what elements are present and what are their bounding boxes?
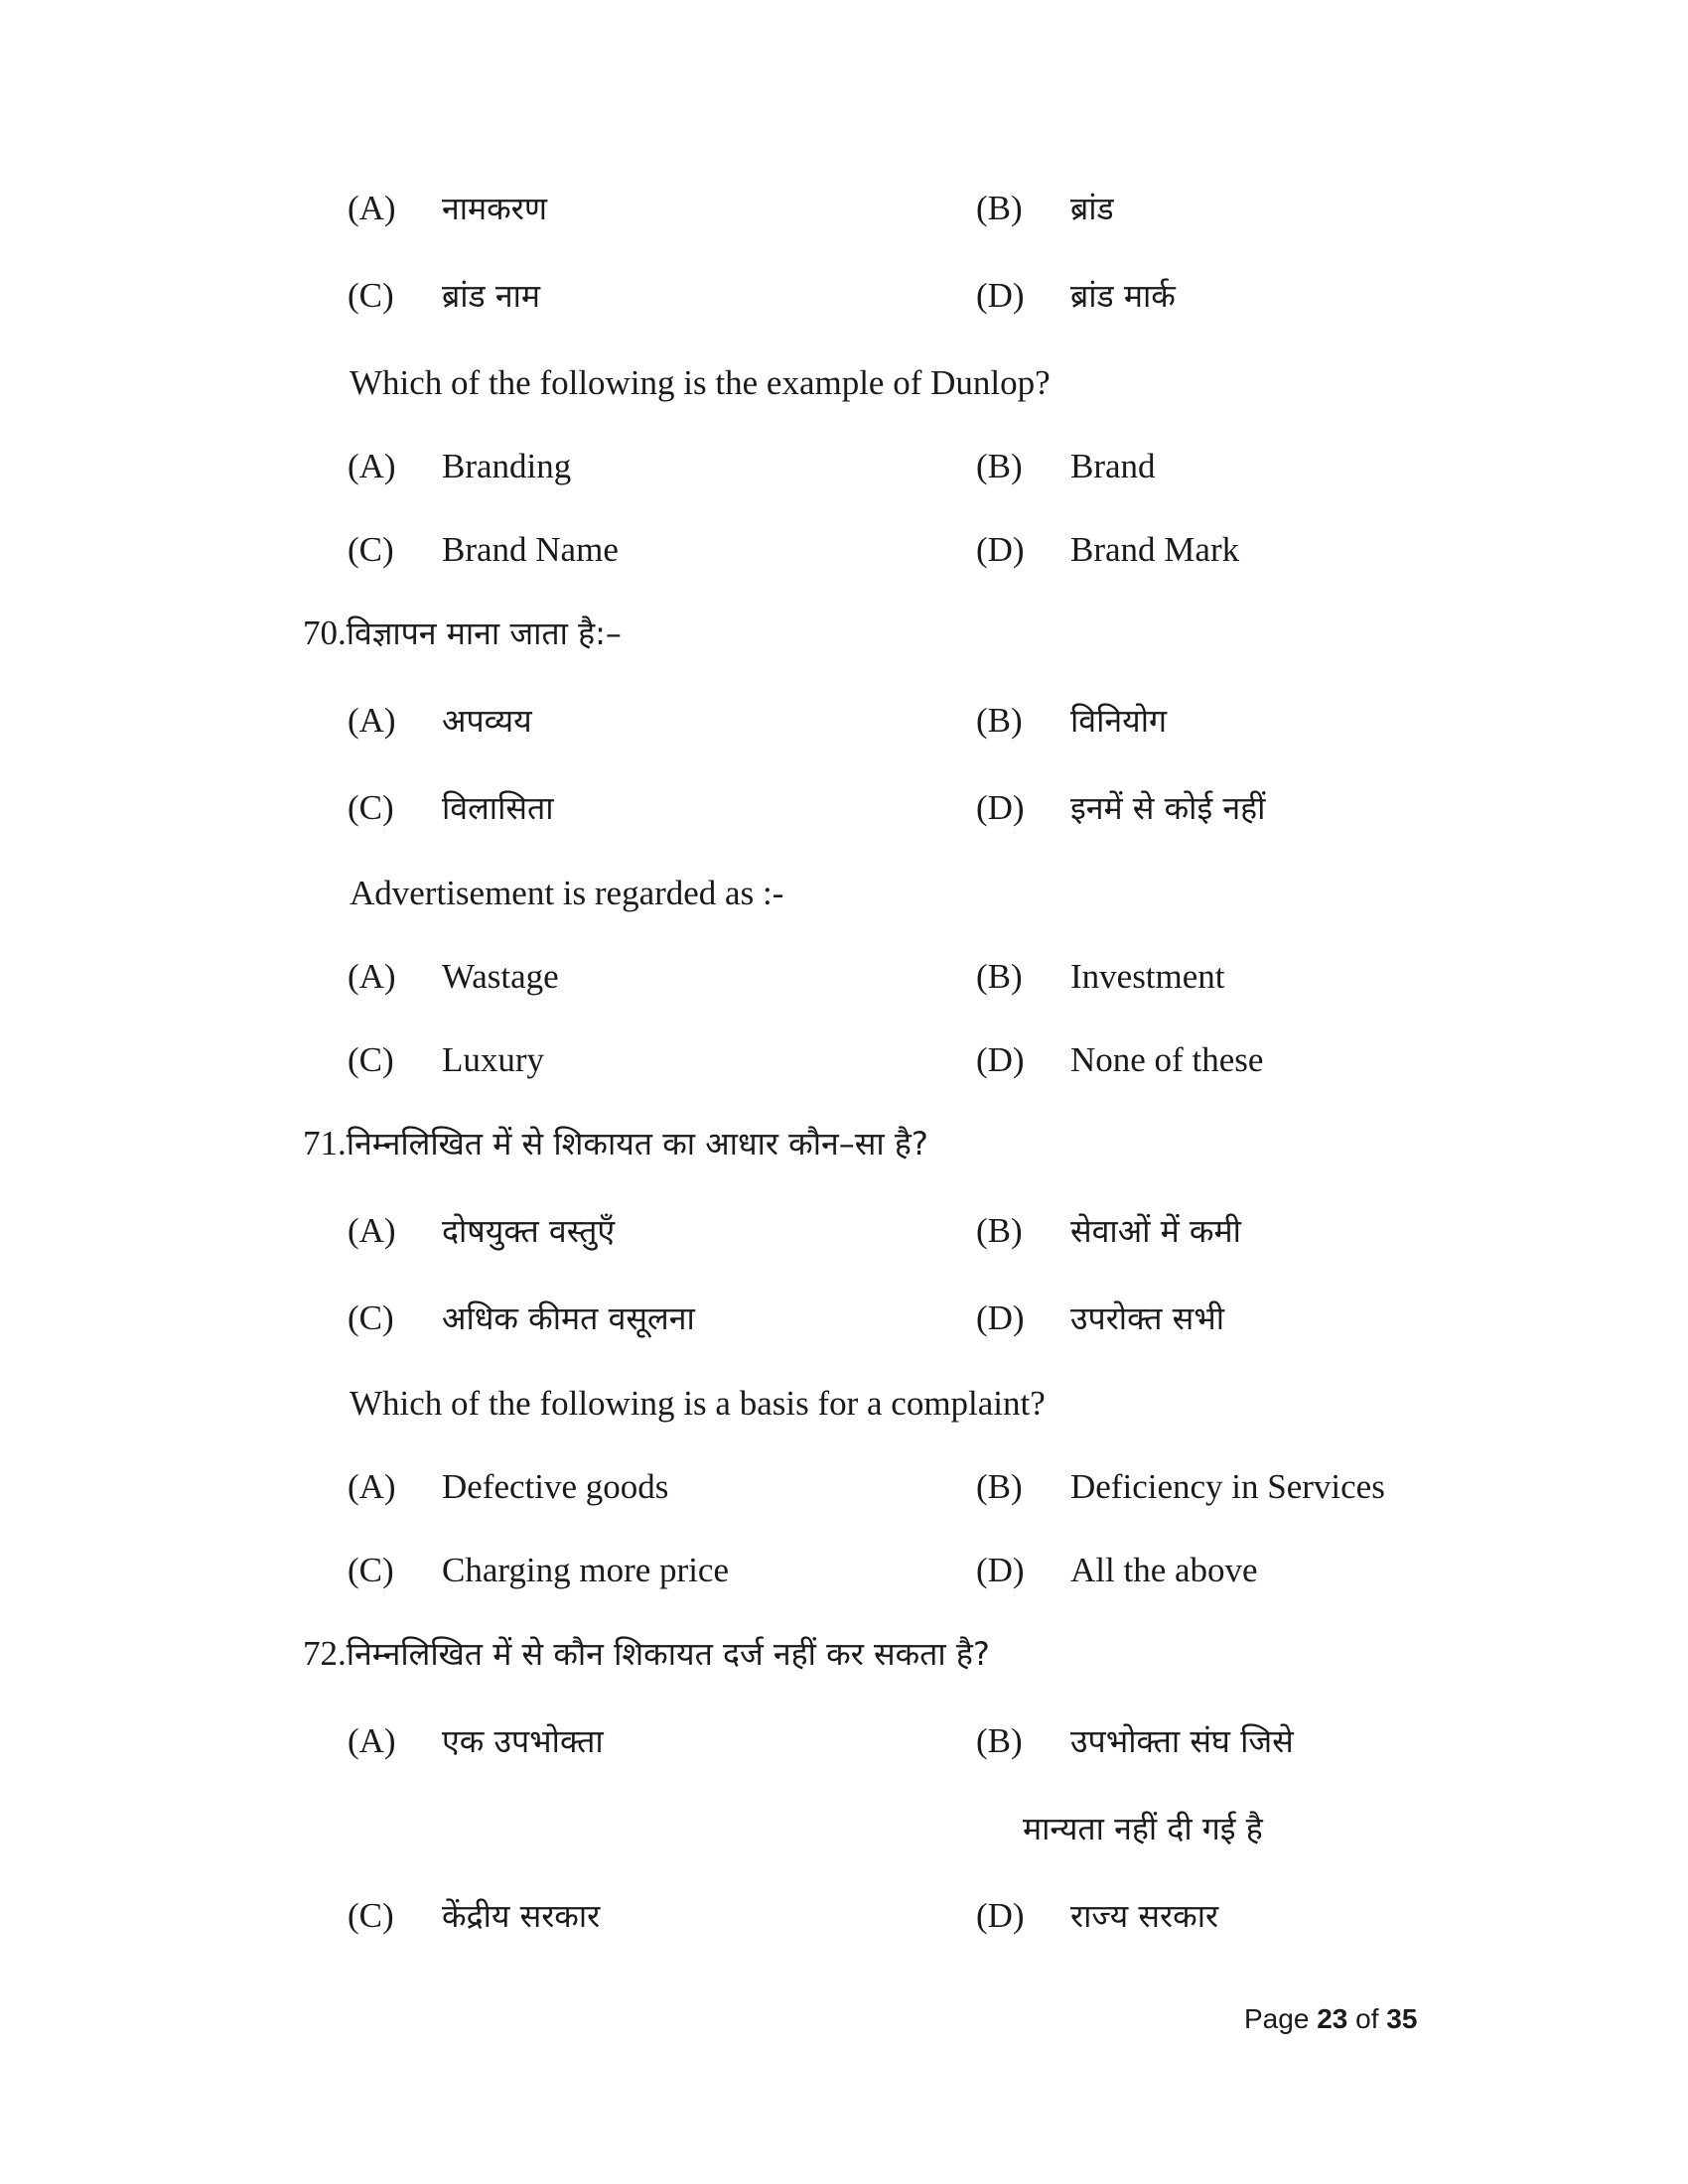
option-text: Deficiency in Services <box>1070 1467 1385 1506</box>
option-letter: (D) <box>976 1896 1025 1935</box>
option-letter: (D) <box>976 1298 1025 1337</box>
option-letter: (B) <box>976 1467 1023 1506</box>
option-text: सेवाओं में कमी <box>1070 1212 1241 1250</box>
question-text: निम्नलिखित में से शिकायत का आधार कौन–सा है? <box>346 1125 928 1162</box>
question-number: 70.विज्ञापन माना जाता है:– <box>303 614 622 652</box>
option-text: एक उपभोक्ता <box>442 1722 604 1760</box>
option-letter: (B) <box>976 189 1023 227</box>
option-letter: (B) <box>976 447 1023 485</box>
page-number: Page 23 of 35 <box>1244 2003 1418 2034</box>
option-letter: (B) <box>976 701 1023 740</box>
option-text: ब्रांड नाम <box>442 277 541 315</box>
option-letter: (A) <box>348 447 396 485</box>
option-letter: (D) <box>976 530 1025 569</box>
option-letter: (C) <box>348 788 394 827</box>
option-letter: (D) <box>976 1551 1025 1589</box>
question-text: Advertisement is regarded as :- <box>350 874 784 912</box>
option-text: Brand Mark <box>1070 530 1240 569</box>
option-letter: (C) <box>348 530 394 569</box>
option-letter: (A) <box>348 1211 396 1250</box>
option-text: Investment <box>1070 957 1225 996</box>
option-text: Wastage <box>442 957 559 996</box>
option-letter: (C) <box>348 1896 394 1935</box>
option-text: उपभोक्ता संघ जिसे <box>1070 1722 1294 1760</box>
current-page: 23 <box>1317 2003 1348 2034</box>
option-text: All the above <box>1070 1551 1258 1589</box>
option-text: Luxury <box>442 1040 545 1079</box>
question-text: Which of the following is a basis for a complaint? <box>350 1384 1046 1423</box>
option-letter: (B) <box>976 1211 1023 1250</box>
option-text: अधिक कीमत वसूलना <box>442 1299 695 1337</box>
option-letter: (C) <box>348 1298 394 1337</box>
total-pages: 35 <box>1386 2003 1418 2034</box>
question-number: 71.निम्नलिखित में से शिकायत का आधार कौन–सा है? <box>303 1124 928 1162</box>
option-letter: (A) <box>348 189 396 227</box>
question-text: विज्ञापन माना जाता है:– <box>346 614 622 652</box>
option-text-continuation: मान्यता नहीं दी गई है <box>1023 1810 1263 1847</box>
option-text: इनमें से कोई नहीं <box>1070 789 1266 827</box>
option-letter: (D) <box>976 1040 1025 1079</box>
option-letter: (B) <box>976 957 1023 996</box>
option-letter: (A) <box>348 1721 396 1760</box>
option-text: नामकरण <box>442 190 547 227</box>
option-text: अपव्यय <box>442 702 532 740</box>
option-text: None of these <box>1070 1040 1264 1079</box>
question-text: निम्नलिखित में से कौन शिकायत दर्ज नहीं कर सकता है? <box>346 1635 990 1673</box>
option-text: राज्य सरकार <box>1070 1897 1219 1935</box>
option-letter: (A) <box>348 957 396 996</box>
option-letter: (B) <box>976 1721 1023 1760</box>
option-letter: (D) <box>976 276 1025 315</box>
option-text: Brand <box>1070 447 1156 485</box>
option-letter: (C) <box>348 1040 394 1079</box>
option-letter: (D) <box>976 788 1025 827</box>
option-letter: (C) <box>348 276 394 315</box>
option-text: Brand Name <box>442 530 619 569</box>
option-text: विलासिता <box>442 789 554 827</box>
question-text: Which of the following is the example of Dunlop? <box>350 363 1051 402</box>
option-text: Charging more price <box>442 1551 729 1589</box>
option-letter: (A) <box>348 1467 396 1506</box>
option-text: Branding <box>442 447 572 485</box>
option-text: दोषयुक्त वस्तुएँ <box>442 1212 616 1250</box>
option-text: विनियोग <box>1070 702 1167 740</box>
option-text: उपरोक्त सभी <box>1070 1299 1225 1337</box>
option-letter: (C) <box>348 1551 394 1589</box>
option-text: ब्रांड मार्क <box>1070 277 1176 315</box>
option-text: केंद्रीय सरकार <box>442 1897 601 1935</box>
question-number: 72.निम्नलिखित में से कौन शिकायत दर्ज नहीं कर सकता है? <box>303 1634 990 1673</box>
option-text: Defective goods <box>442 1467 669 1506</box>
option-text: ब्रांड <box>1070 190 1114 227</box>
option-letter: (A) <box>348 701 396 740</box>
